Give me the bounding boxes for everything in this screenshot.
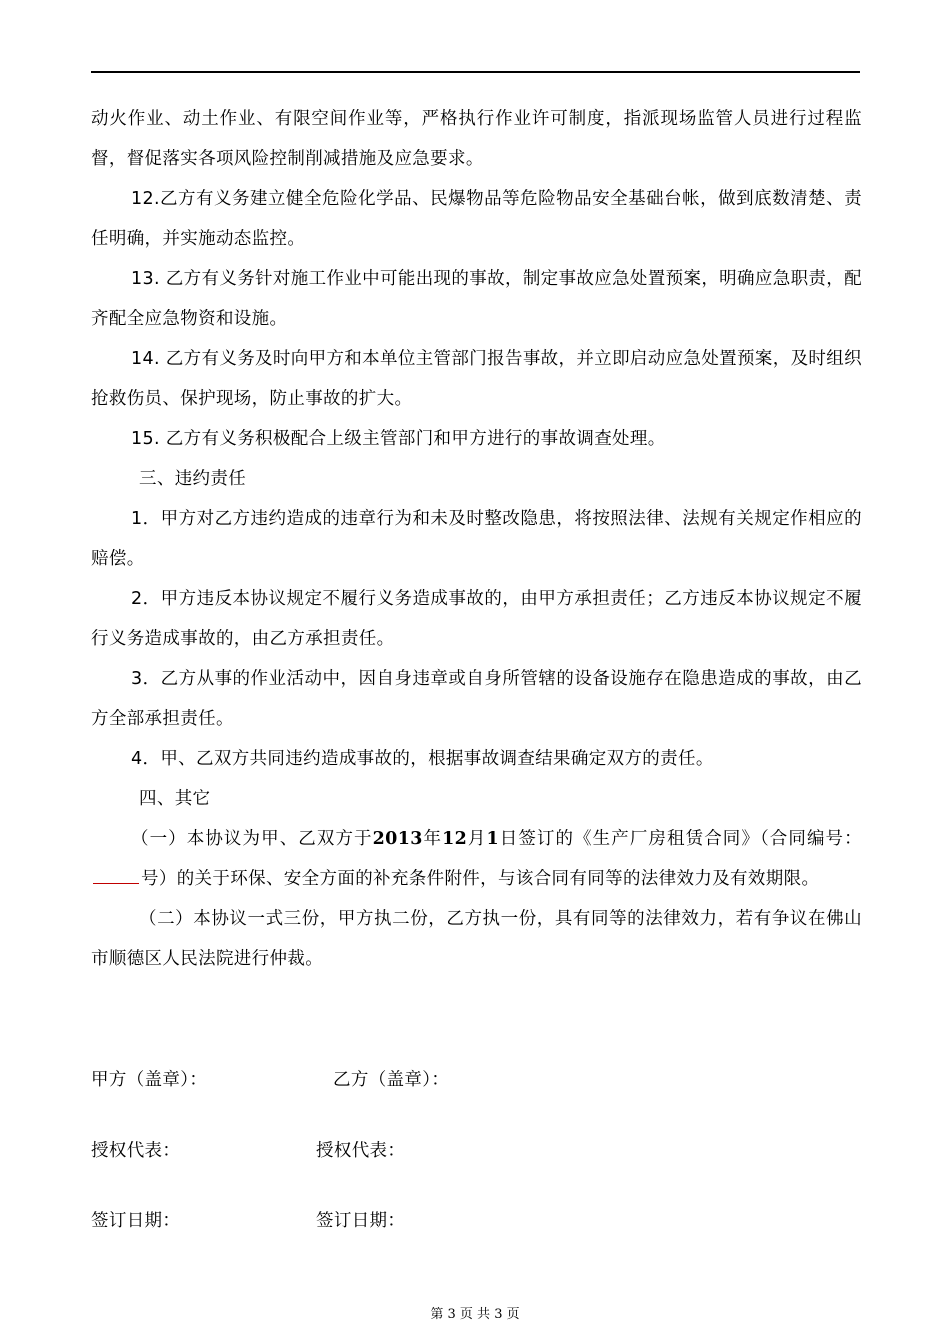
month-unit: 月 [467, 829, 487, 849]
document-body [91, 99, 862, 979]
paragraph-item-14: 14. 乙方有义务及时向甲方和本单位主管部门报告事故，并立即启动应急处置预案，及时组织抢救伤员、保护现场，防止事故的扩大。 [91, 349, 862, 409]
paragraph-item-12: 12.乙方有义务建立健全危险化学品、民爆物品等危险物品安全基础台帐，做到底数清楚、责任明确，并实施动态监控。 [91, 189, 862, 249]
party-b-date-label: 签订日期： [316, 1211, 406, 1231]
paragraph-item-15: 15. 乙方有义务积极配合上级主管部门和甲方进行的事故调查处理。 [131, 429, 666, 449]
party-a-date-label: 签订日期： [91, 1211, 181, 1231]
other-item-1-middle: 日签订的《生产厂房租赁合同》（合同编号： [499, 829, 862, 849]
other-item-1 [91, 819, 862, 899]
contract-year: 2013 [372, 829, 423, 849]
year-unit: 年 [422, 829, 443, 849]
liability-item-3: 3．乙方从事的作业活动中，因自身违章或自身所管辖的设备设施存在隐患造成的事故，由乙方全部承担责任。 [91, 669, 862, 729]
paragraph-item-13: 13. 乙方有义务针对施工作业中可能出现的事故，制定事故应急处置预案，明确应急职责，配齐配全应急物资和设施。 [91, 269, 862, 329]
paragraph-continuation: 动火作业、动土作业、有限空间作业等，严格执行作业许可制度，指派现场监管人员进行过程监督，督促落实各项风险控制削减措施及应急要求。 [91, 109, 862, 169]
contract-day: 1 [486, 829, 499, 849]
section-heading-other: 四、其它 [139, 789, 211, 809]
header-rule [91, 71, 860, 73]
contract-month: 12 [442, 829, 468, 849]
party-b-seal-label: 乙方（盖章）： [333, 1070, 450, 1090]
liability-item-1: 1．甲方对乙方违约造成的违章行为和未及时整改隐患，将按照法律、法规有关规定作相应的赔偿。 [91, 509, 862, 569]
party-b-rep-label: 授权代表： [316, 1141, 406, 1161]
contract-number-blank [93, 863, 139, 884]
liability-item-2: 2．甲方违反本协议规定不履行义务造成事故的，由甲方承担责任；乙方违反本协议规定不履行义务造成事故的，由乙方承担责任。 [91, 589, 862, 649]
section-heading-liability: 三、违约责任 [139, 469, 247, 489]
liability-item-4: 4．甲、乙双方共同违约造成事故的，根据事故调查结果确定双方的责任。 [131, 749, 714, 769]
party-a-rep-label: 授权代表： [91, 1141, 181, 1161]
other-item-1-suffix: 号）的关于环保、安全方面的补充条件附件，与该合同有同等的法律效力及有效期限。 [141, 869, 820, 889]
page-number: 第 3 页 共 3 页 [430, 1307, 520, 1322]
other-item-1-prefix: （一）本协议为甲、乙双方于 [131, 829, 373, 849]
other-item-2: （二）本协议一式三份，甲方执二份，乙方执一份，具有同等的法律效力，若有争议在佛山市顺德区人民法院进行仲裁。 [91, 909, 862, 969]
party-a-seal-label: 甲方（盖章）： [91, 1070, 208, 1090]
